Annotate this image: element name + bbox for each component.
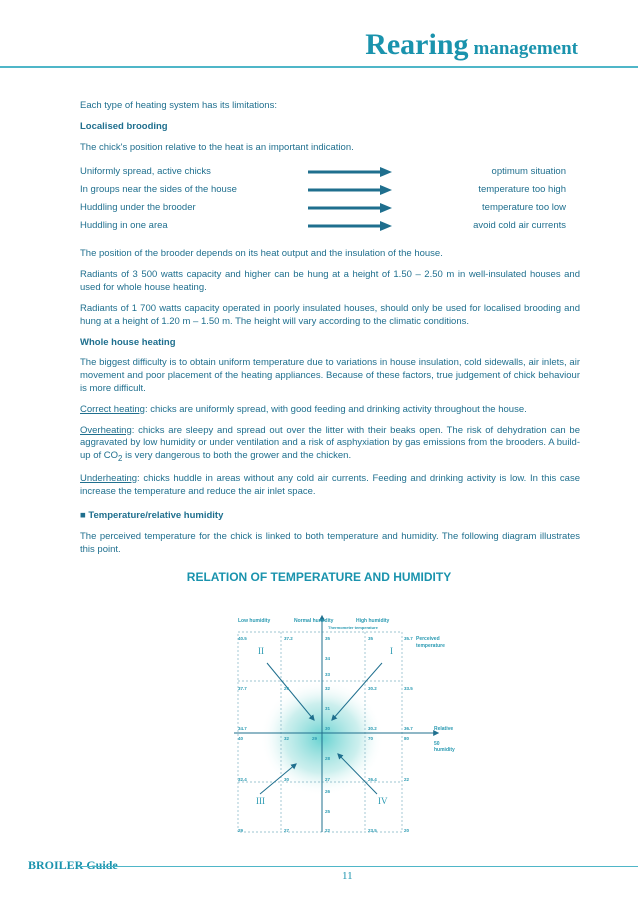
header-title [365,28,578,62]
col4-value: 70 [368,736,374,741]
whole-house-heading: Whole house heating [80,336,176,348]
underheating-desc: : chicks huddle in areas without any cold air currents. Feeding and drinking activity is low. In this case increase the temperature and reduce the air inlet space. [80,472,580,497]
col2-value: 37.2 [284,636,293,641]
center-value: 34 [325,656,331,661]
behaviour-list [80,164,580,236]
temp-humidity-text: The perceived temperature for the chick is linked to both temperature and humidity. The following diagram illustrates this point. [80,531,580,556]
underheating-label: Underheating [80,472,138,484]
center-value: 25 [325,809,331,814]
arrow-right-icon [308,221,392,231]
overheating-label: Overheating [80,424,132,436]
right-value: 22 [404,777,410,782]
center-value: 31 [325,706,331,711]
temp-humidity-heading-text: Temperature/relative humidity [88,510,224,522]
localised-text: The chick's position relative to the heat is an important indication. [80,141,354,153]
behaviour-meaning: optimum situation [491,166,566,178]
brooder-position-text: The position of the brooder depends on its heat output and the insulation of the house. [80,248,443,260]
behaviour-meaning: avoid cold air currents [473,220,566,232]
correct-heating-desc: : chicks are uniformly spread, with good feeding and drinking activity throughout the house. [144,403,527,415]
behaviour-label: Huddling in one area [80,220,168,232]
right-value: 36.7 [404,726,413,731]
underheating-text [80,473,580,499]
arrow-right-icon [308,203,392,213]
arrow-right-icon [308,185,392,195]
behaviour-meaning: temperature too low [482,202,566,214]
behaviour-row [80,218,580,236]
right-value: 35.7 [404,636,413,641]
high-humidity-label: High humidity [356,618,390,624]
radiants-1700-text: Radiants of 1 700 watts capacity operated in poorly insulated houses, should only be used for localised brooding and hung at a height of 1.20 m – 1.50 m. The height will vary according to the climatic conditions. [80,302,580,327]
relative-label: Relative [434,726,454,732]
diagram-title: RELATION OF TEMPERATURE AND HUMIDITY [186,570,452,584]
correct-heating-label: Correct heating [80,403,145,415]
localised-heading: Localised brooding [80,120,168,132]
col4-value: 23.5 [368,828,377,833]
center-value: 22 [325,828,331,833]
intro-text: Each type of heating system has its limitations: [80,100,277,111]
col4-value: 30.2 [368,726,377,731]
header-rule [0,66,638,68]
overheating-desc-b: is very dangerous to both the grower and the chicken. [122,450,352,462]
behaviour-row [80,200,580,218]
radiants-3500-text: Radiants of 3 500 watts capacity and higher can be hung at a height of 1.50 – 2.50 m in well-insulated houses and used for whole house heating. [80,269,580,294]
roman-iii-label: III [256,796,265,806]
header-title-rearing: Rearing [365,28,469,61]
col4-value: 26.4 [368,777,377,782]
perceived-label-2: temperature [416,643,445,649]
behaviour-row [80,164,580,182]
roman-ii-label: II [258,646,264,656]
behaviour-label: Huddling under the brooder [80,202,196,214]
right-value: 80 [404,736,410,741]
rh-value-label: 50 [434,741,440,747]
center-value: 35 [325,636,331,641]
left-value: 40 [238,736,244,741]
main-content [80,100,580,565]
behaviour-label: In groups near the sides of the house [80,184,237,196]
whole-house-text: The biggest difficulty is to obtain uniform temperature due to variations in house insulation, cold sidewalls, air inlets, air movement and poor placement of the heating appliances. Because of these factors, true judgement of chick behaviour is more difficult. [80,357,580,394]
header-title-management: management [473,38,578,59]
col4-value: 35 [368,636,374,641]
center-value: 29 [312,736,318,741]
overheating-text [80,425,580,465]
page-number: 11 [342,870,353,882]
perceived-label: Perceived [416,636,440,642]
roman-i-label: I [390,646,393,656]
roman-iv-label: IV [378,796,388,806]
center-value: 26 [325,789,331,794]
col2-value: 27 [284,828,290,833]
co2-subscript: 2 [118,454,123,464]
left-value: 32.4 [238,777,247,782]
right-value: 33.5 [404,686,413,691]
right-value: 20 [404,828,410,833]
square-bullet-icon: ■ [80,510,86,522]
normal-humidity-label: Normal humidity [294,618,334,624]
center-value: 28 [325,756,331,761]
correct-heating-text [80,404,580,417]
behaviour-meaning: temperature too high [478,184,566,196]
behaviour-label: Uniformly spread, active chicks [80,166,211,178]
behaviour-row [80,182,580,200]
page-header [0,22,638,72]
col4-value: 30.2 [368,686,377,691]
temp-humidity-heading [80,510,580,523]
left-value: 34.7 [238,726,247,731]
center-value: 30 [325,726,331,731]
footer-brand: BROILER Guide [28,858,118,872]
center-value: 32 [325,686,331,691]
overheating-desc-a: : chicks are sleepy and spread out over the litter with their beaks open. The risk of dehydration can be aggravated by low humidity or under ventilation and a risk of asphyxiation by gas emissions from the brooders. A build-up of CO [80,424,580,462]
col2-value: 29 [284,686,290,691]
col2-value: 32 [284,736,290,741]
low-humidity-label: Low humidity [238,618,271,624]
left-value: 29 [238,828,244,833]
center-value: 27 [325,777,331,782]
footer-rule [78,866,638,867]
temperature-humidity-diagram [232,608,472,842]
humidity-label: humidity [434,747,455,753]
center-value: 33 [325,672,331,677]
left-value: 37.7 [238,686,247,691]
col2-value: 30 [284,777,290,782]
arrow-right-icon [308,167,392,177]
thermometer-temperature-label: Thermometer temperature [328,625,378,630]
left-value: 40.5 [238,636,247,641]
